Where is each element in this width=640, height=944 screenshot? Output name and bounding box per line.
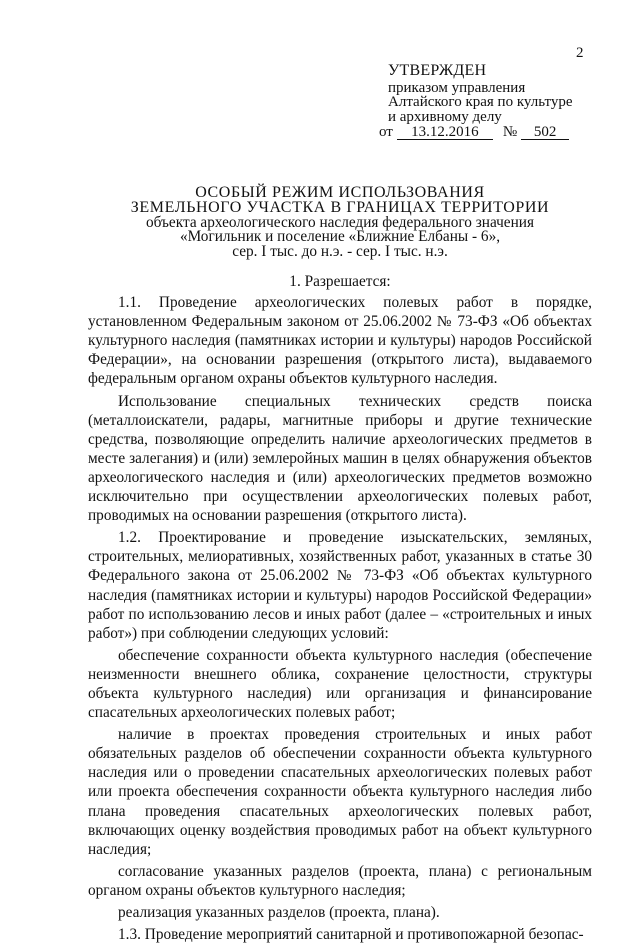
approval-date: 13.12.2016 (397, 126, 493, 140)
approval-heading: УТВЕРЖДЕН (388, 62, 487, 79)
title-line: ЗЕМЕЛЬНОГО УЧАСТКА В ГРАНИЦАХ ТЕРРИТОРИИ (130, 198, 550, 216)
paragraph: согласование указанных разделов (проекта, плана) с региональным органом охраны объектов культурного наследия; (88, 862, 592, 899)
approval-line: Алтайского края по культуре (388, 94, 573, 110)
paragraph: реализация указанных разделов (проекта, плана). (118, 904, 440, 921)
paragraph: 1.3. Проведение мероприятий санитарной и противопожарной безопас- (118, 926, 584, 944)
approval-date-line (379, 125, 619, 140)
approval-line: и архивному делу (388, 108, 502, 125)
date-prefix: от (379, 124, 393, 140)
title-line: объекта археологического наследия федерального значения (145, 213, 535, 231)
paragraph: 1.2. Проектирование и проведение изыскательских, земляных, строительных, мелиоративных, хозяйственных работ, указанных в статье 30 Федерального закона от 25.06.2002 № 73-ФЗ «Об объектах культурного наследия (памятниках истории и культуры) народов Российской Федерации» работ по использованию лесов и иных работ (далее – «строительных и иных работ») при соблюдении следующих условий: (88, 529, 592, 642)
title-line: ОСОБЫЙ РЕЖИМ ИСПОЛЬЗОВАНИЯ (195, 184, 485, 201)
paragraph: Использование специальных технических средств поиска (металлоискатели, радары, магнитные приборы и другие технические средства, позволяющие определить наличие археологических предметов в месте залегания) и (или) землеройных машин в целях обнаружения объектов археологического наследия и (или) археологических предметов возможно исключительно при осуществлении археологических полевых работ, проводимых на основании разрешения (открытого листа). (88, 392, 592, 525)
paragraph: наличие в проектах проведения строительных и иных работ обязательных разделов об обеспечении сохранности объекта культурного наследия или о проведении спасательных археологических полевых работ или проекта обеспечения сохранности объекта культурного наследия либо плана проведения спасательных археологических полевых работ, включающих оценку воздействия проводимых работ на объект культурного наследия; (88, 726, 592, 858)
title-line: «Могильник и поселение «Ближние Елбаны - 6», (179, 228, 501, 246)
title-line: сер. I тыс. до н.э. - сер. I тыс. н.э. (232, 243, 448, 261)
document-title (88, 186, 592, 260)
page-number: 2 (576, 45, 584, 61)
document-body (88, 272, 592, 944)
number-prefix: № (502, 124, 518, 140)
approval-stamp (379, 64, 619, 140)
paragraph: обеспечение сохранности объекта культурного наследия (обеспечение неизменности внешнего облика, сохранение целостности, структуры объекта культурного наследия) или организация и финансирование спасательных археологических полевых работ; (88, 646, 592, 722)
approval-number: 502 (521, 126, 569, 140)
approval-line: приказом управления (388, 79, 526, 96)
section-heading: 1. Разрешается: (289, 273, 391, 290)
paragraph: 1.1. Проведение археологических полевых работ в порядке, установленном Федеральным законом от 25.06.2002 № 73-ФЗ «Об объектах культурного наследия (памятниках истории и культуры) народов Российской Федерации», на основании разрешения (открытого листа), выдаваемого федеральным органом охраны объектов культурного наследия. (88, 294, 592, 388)
